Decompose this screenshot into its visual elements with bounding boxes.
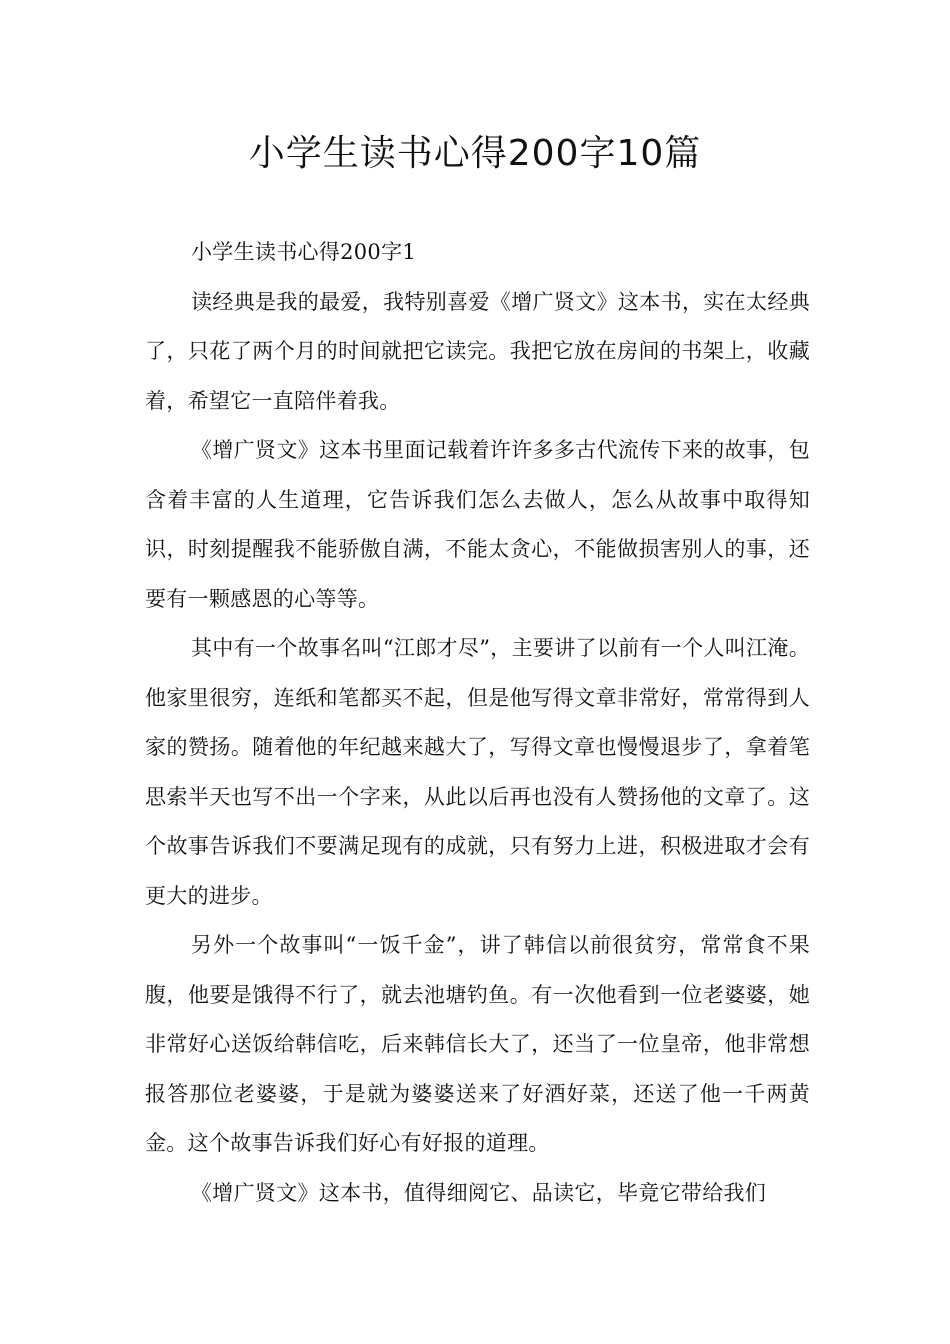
document-body <box>145 228 810 1218</box>
paragraph: 读经典是我的最爱，我特别喜爱《增广贤文》这本书，实在太经典了，只花了两个月的时间就把它读完。我把它放在房间的书架上，收藏着，希望它一直陪伴着我。 <box>145 289 810 413</box>
section-heading: 小学生读书心得200字1 <box>191 240 417 264</box>
paragraph: 其中有一个故事名叫“江郎才尽”，主要讲了以前有一个人叫江淹。他家里很穷，连纸和笔都买不起，但是他写得文章非常好，常常得到人家的赞扬。随着他的年纪越来越大了，写得文章也慢慢退步了，拿着笔思索半天也写不出一个字来，从此以后再也没有人赞扬他的文章了。这个故事告诉我们不要满足现有的成就，只有努力上进，积极进取才会有更大的进步。 <box>145 636 810 908</box>
document-title: 小学生读书心得200字10篇 <box>248 133 702 174</box>
paragraph: 《增广贤文》这本书里面记载着许许多多古代流传下来的故事，包含着丰富的人生道理，它告诉我们怎么去做人，怎么从故事中取得知识，时刻提醒我不能骄傲自满，不能太贪心，不能做损害别人的事，还要有一颗感恩的心等等。 <box>145 438 810 611</box>
paragraph: 另外一个故事叫“一饭千金”，讲了韩信以前很贫穷，常常食不果腹，他要是饿得不行了，就去池塘钓鱼。有一次他看到一位老婆婆，她非常好心送饭给韩信吃，后来韩信长大了，还当了一位皇帝，他非常想报答那位老婆婆，于是就为婆婆送来了好酒好菜，还送了他一千两黄金。这个故事告诉我们好心有好报的道理。 <box>145 933 810 1155</box>
paragraph: 《增广贤文》这本书，值得细阅它、品读它，毕竟它带给我们 <box>191 1180 767 1205</box>
